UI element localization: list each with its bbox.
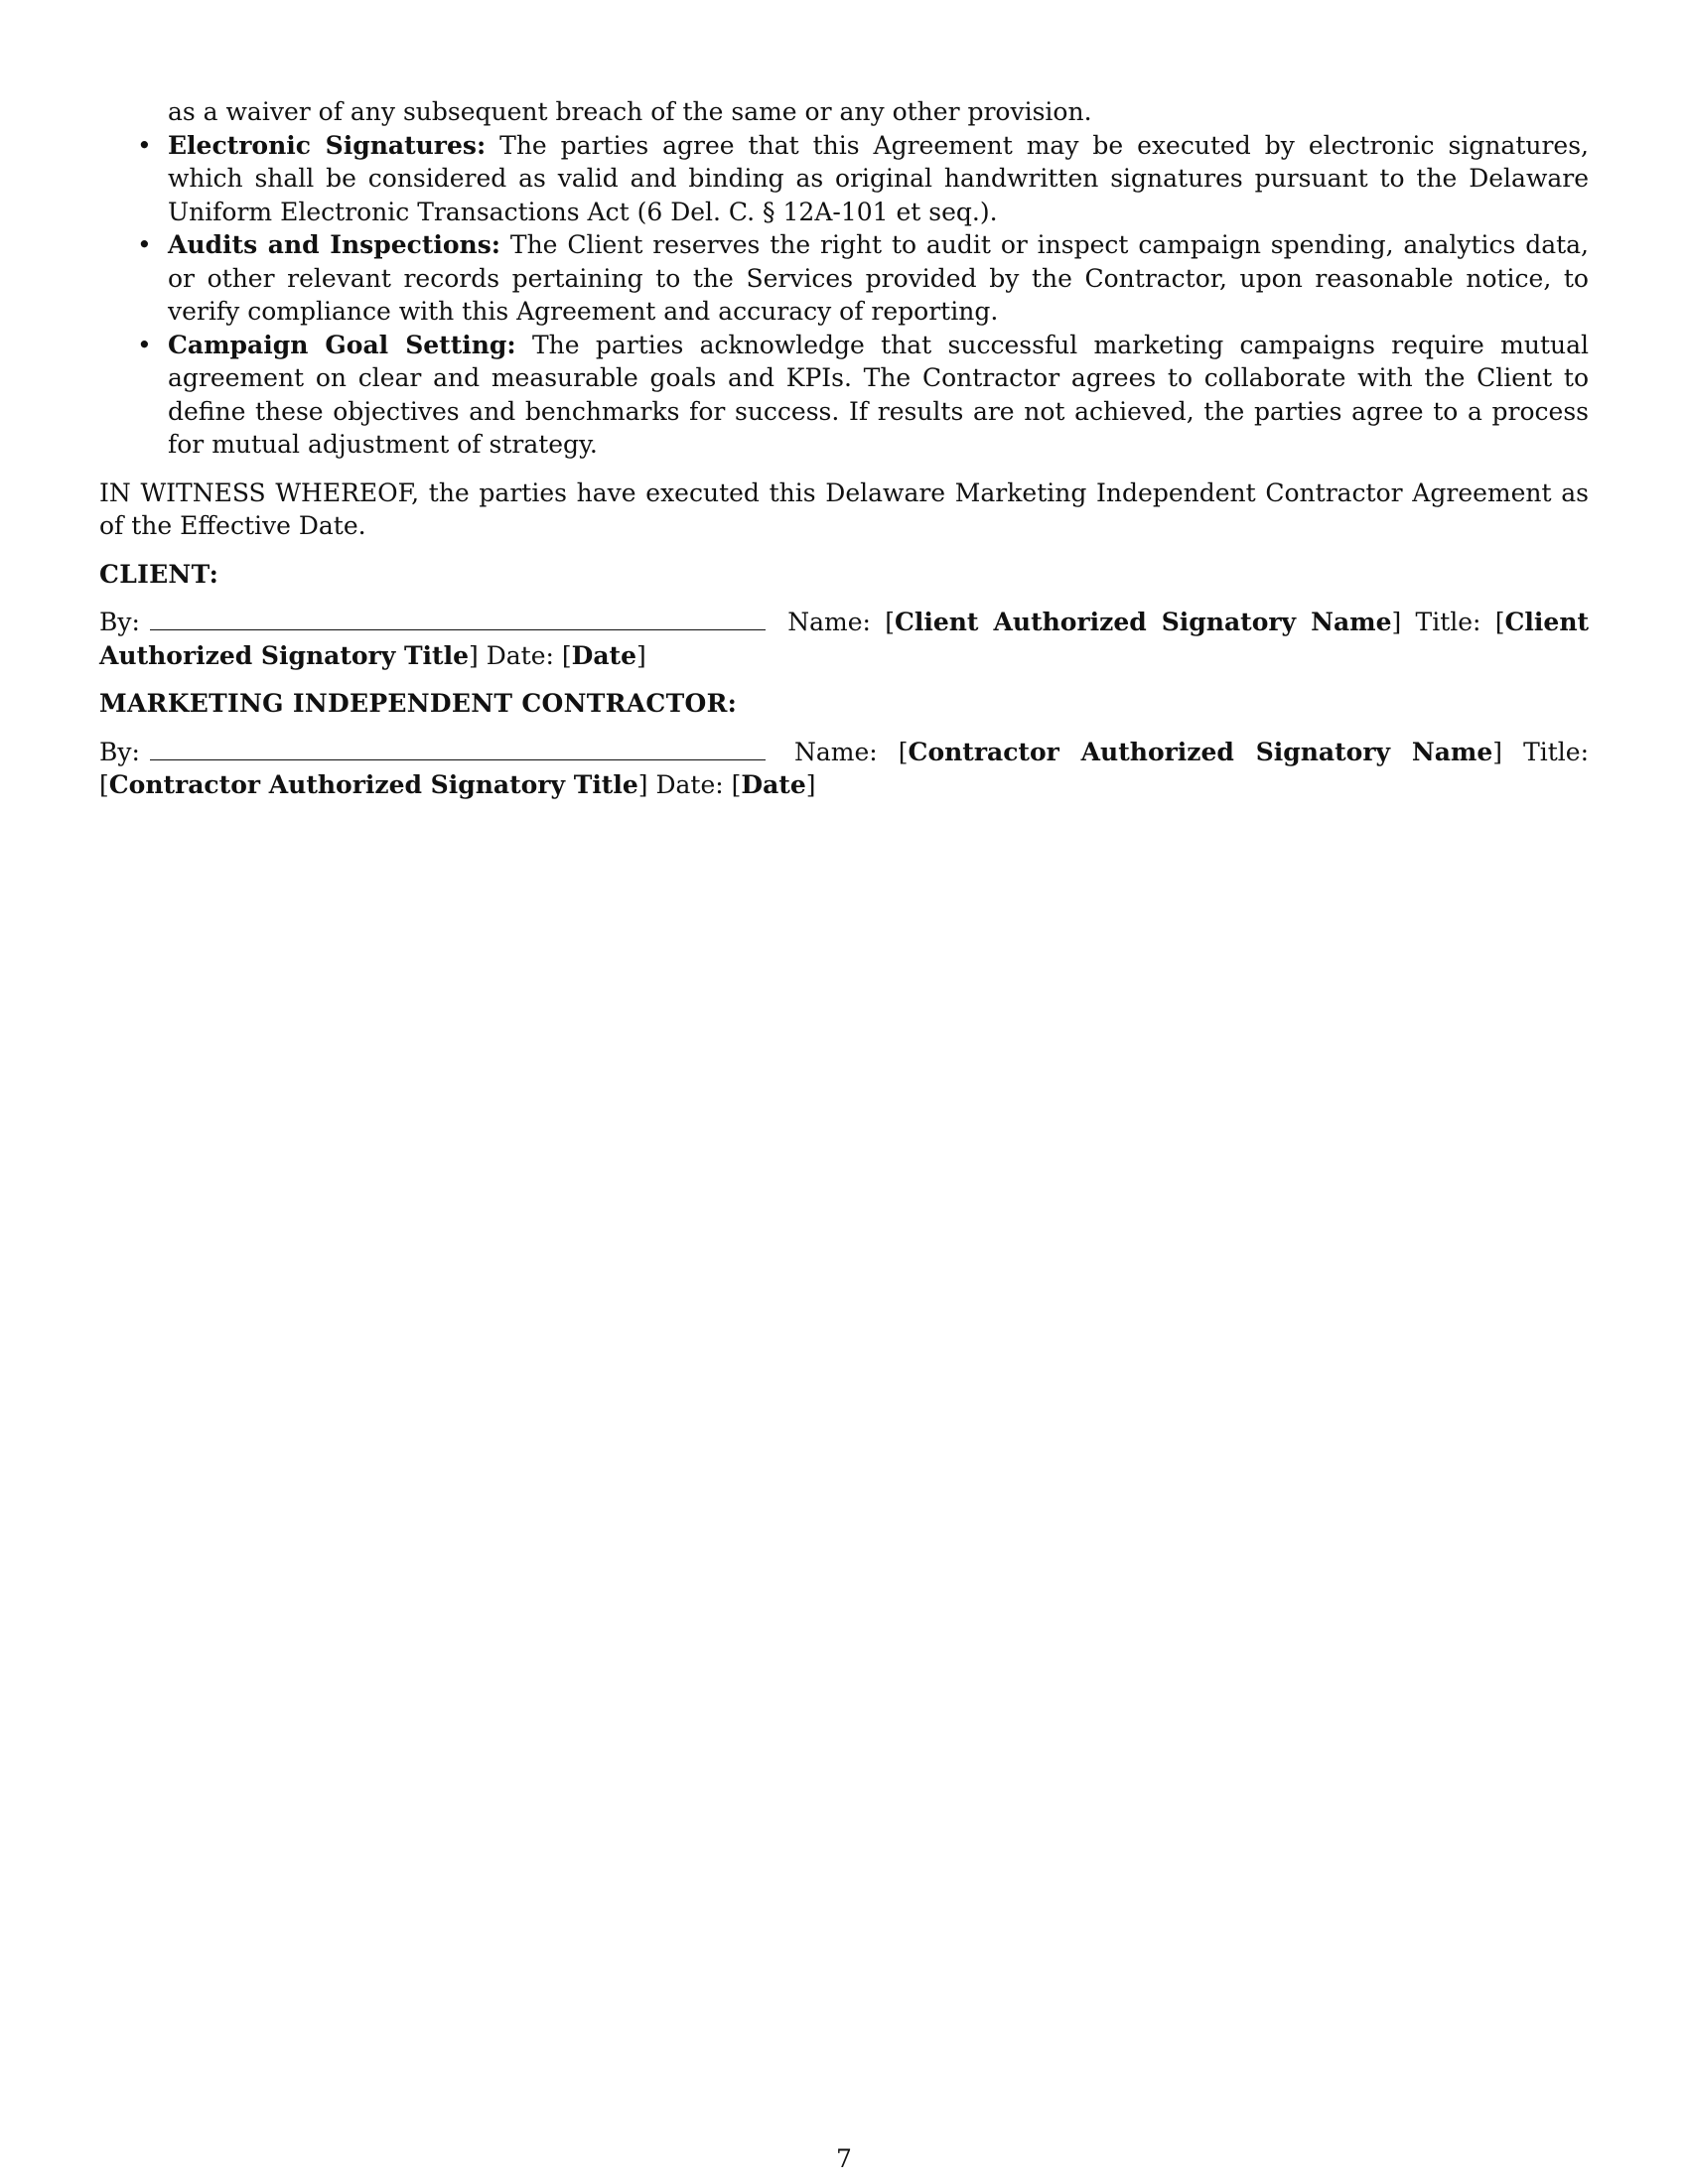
date-label: Date: — [486, 640, 554, 670]
clause-title: Campaign Goal Setting: — [168, 330, 516, 359]
contractor-date-placeholder: Date — [741, 770, 806, 799]
witness-statement: IN WITNESS WHEREOF, the parties have executed this Delaware Marketing Independent Contractor Agreement as of the Effective Date. — [99, 478, 1589, 540]
client-heading: CLIENT: — [99, 559, 219, 589]
date-label: Date: — [655, 770, 724, 799]
client-title-placeholder: Client Authorized Signatory Title — [99, 608, 1590, 670]
list-item — [99, 228, 1589, 329]
clause-text: The parties agree that this Agreement may be executed by electronic signatures, which shall be considered as valid and binding as original handwritten signatures pursuant to the Delaware Uniform Electronic Transactions Act (6 Del. C. § 12A-101 et seq.). — [168, 130, 1590, 226]
clause-list — [99, 129, 1589, 462]
clause-text: The Client reserves the right to audit or inspect campaign spending, analytics data, or other relevant records pertaining to the Services provided by the Contractor, upon reasonable notice, to verify compliance with this Agreement and accuracy of reporting. — [168, 230, 1590, 326]
clause-title: Electronic Signatures: — [168, 130, 487, 160]
title-label: Title: — [1415, 608, 1481, 636]
by-label: By: — [99, 737, 140, 766]
client-name-placeholder: Client Authorized Signatory Name — [894, 608, 1392, 636]
name-label: Name: — [794, 737, 878, 766]
clause-text: The parties acknowledge that successful marketing campaigns require mutual agreement on clear and measurable goals and KPIs. The Contractor agrees to collaborate with the Client to define these objectives and benchmarks for success. If results are not achieved, the parties agree to a process for mutual adjustment of strategy. — [168, 330, 1589, 459]
bullet-icon: • — [137, 230, 152, 259]
client-signature-block: By: Name: [Client Authorized Signatory Name] Title: [Client Authorized Signatory Title] Date: [Date] — [99, 608, 1590, 670]
client-date-placeholder: Date — [571, 640, 636, 670]
contractor-signature-block: By: Name: [Contractor Authorized Signatory Name] Title: [Contractor Authorized Signatory Title] Date: [Date] — [99, 737, 1590, 799]
continued-clause-text: as a waiver of any subsequent breach of the same or any other provision. — [168, 97, 1092, 126]
title-label: Title: — [1523, 737, 1590, 766]
by-label: By: — [99, 608, 140, 636]
bullet-icon: • — [137, 130, 152, 160]
contractor-title-placeholder: Contractor Authorized Signatory Title — [108, 770, 638, 799]
list-item — [99, 129, 1589, 229]
client-signature-line[interactable] — [150, 608, 766, 630]
contractor-heading: MARKETING INDEPENDENT CONTRACTOR: — [99, 689, 738, 718]
name-label: Name: — [787, 608, 871, 636]
contractor-signature-line[interactable] — [150, 738, 766, 760]
clause-title: Audits and Inspections: — [168, 230, 501, 259]
contractor-name-placeholder: Contractor Authorized Signatory Name — [908, 737, 1493, 766]
list-item — [99, 329, 1589, 462]
page-number: 7 — [836, 2144, 852, 2173]
document-page — [99, 95, 1589, 802]
bullet-icon: • — [137, 330, 152, 359]
